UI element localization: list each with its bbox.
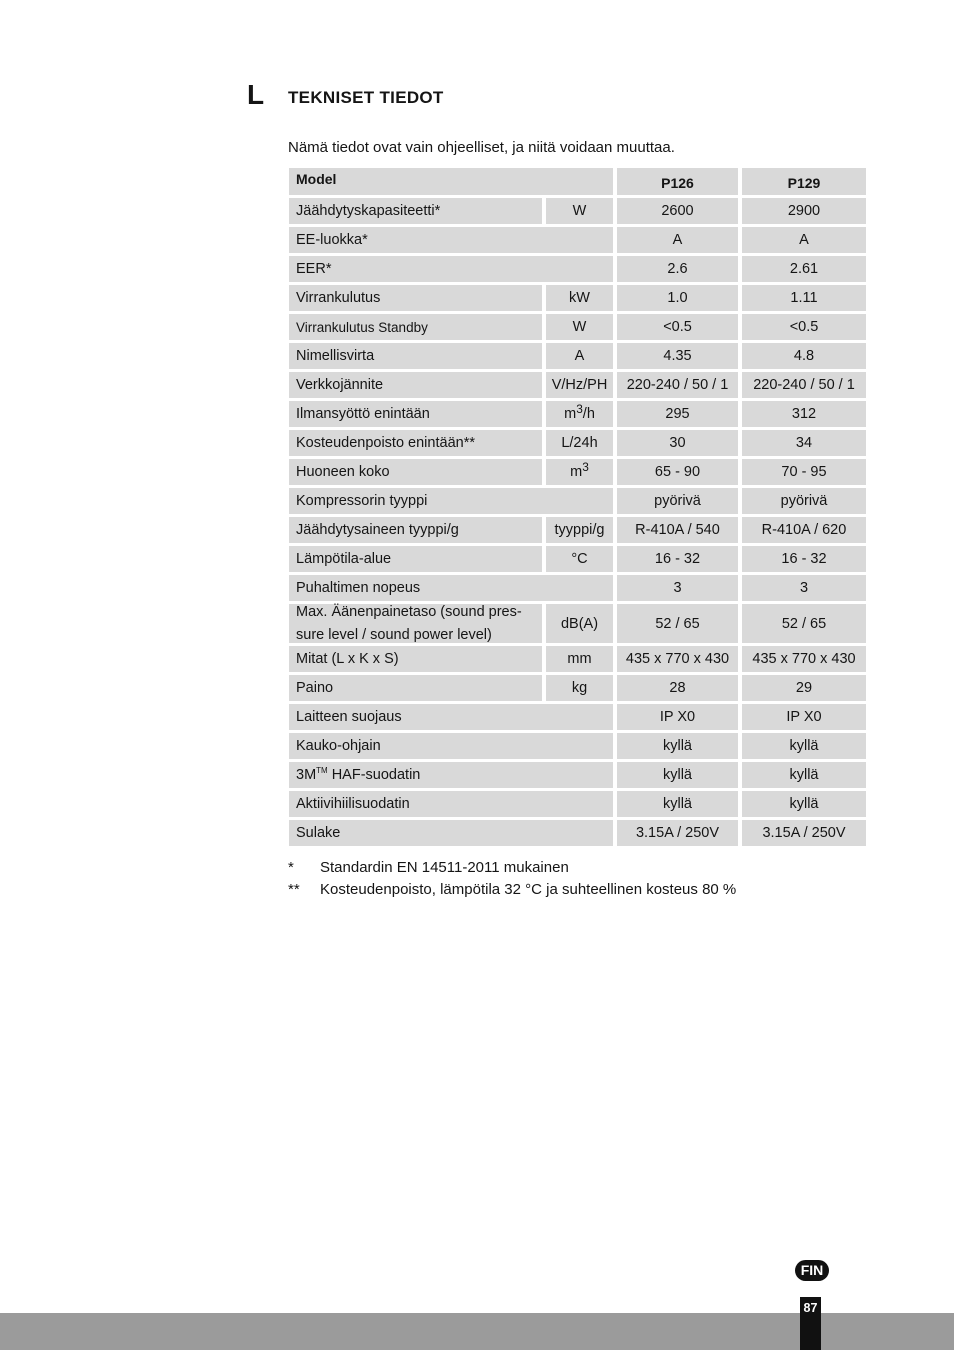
- row-label: Virrankulutus: [289, 285, 542, 311]
- value-p129: 2900: [742, 198, 866, 224]
- value-p129: IP X0: [742, 704, 866, 730]
- value-p126: IP X0: [617, 704, 738, 730]
- row-label: Ilmansyöttö enintään: [289, 401, 542, 427]
- row-label: Paino: [289, 675, 542, 701]
- language-badge: FIN: [795, 1260, 829, 1281]
- footnote-text: Kosteudenpoisto, lämpötila 32 °C ja suhteellinen kosteus 80 %: [320, 881, 737, 898]
- unit-superscript: 3: [576, 402, 583, 417]
- row-unit: A: [546, 343, 613, 369]
- row-label: Virrankulutus Standby: [289, 314, 542, 340]
- row-label: Lämpötila-alue: [289, 546, 542, 572]
- value-p129: 4.8: [742, 343, 866, 369]
- value-p129: 3: [742, 575, 866, 601]
- row-label: Kompressorin tyyppi: [289, 488, 613, 514]
- value-p129: kyllä: [742, 791, 866, 817]
- unit-base: m: [564, 406, 577, 422]
- value-p129: A: [742, 227, 866, 253]
- value-p126: 435 x 770 x 430: [617, 646, 738, 672]
- row-unit: °C: [546, 546, 613, 572]
- value-p126: R-410A / 540: [617, 517, 738, 543]
- label-base: 3M: [296, 767, 317, 783]
- row-label: EER*: [289, 256, 613, 282]
- row-unit: kg: [546, 675, 613, 701]
- row-label: Verkkojännite: [289, 372, 542, 398]
- value-p126: 3.15A / 250V: [617, 820, 738, 846]
- row-unit: W: [546, 314, 613, 340]
- row-unit: mm: [546, 646, 613, 672]
- value-p129: 312: [742, 401, 866, 427]
- row-label: Sulake: [289, 820, 613, 846]
- footnote-mark: *: [288, 859, 294, 876]
- row-unit: [546, 401, 613, 427]
- value-p129: 34: [742, 430, 866, 456]
- chapter-letter: L: [247, 79, 265, 110]
- value-p129: 1.11: [742, 285, 866, 311]
- value-p126: 4.35: [617, 343, 738, 369]
- row-unit: W: [546, 198, 613, 224]
- row-unit: dB(A): [546, 604, 613, 643]
- value-p126: 65 - 90: [617, 459, 738, 485]
- row-unit: kW: [546, 285, 613, 311]
- spec-table: [289, 168, 866, 846]
- row-label: Jäähdytysaineen tyyppi/g: [289, 517, 542, 543]
- value-p126: 2600: [617, 198, 738, 224]
- footnote-text: Standardin EN 14511-2011 mukainen: [320, 859, 569, 876]
- value-p129: kyllä: [742, 733, 866, 759]
- value-p129: 16 - 32: [742, 546, 866, 572]
- value-p126: A: [617, 227, 738, 253]
- row-label: Nimellisvirta: [289, 343, 542, 369]
- row-unit: L/24h: [546, 430, 613, 456]
- unit-base: m: [570, 464, 583, 480]
- row-unit: [546, 459, 613, 485]
- row-label: Jäähdytyskapasiteetti*: [289, 198, 542, 224]
- value-p129: pyörivä: [742, 488, 866, 514]
- model-p129-header: P129: [742, 168, 866, 195]
- value-p129: 3.15A / 250V: [742, 820, 866, 846]
- value-p126: 295: [617, 401, 738, 427]
- section-title: TEKNISET TIEDOT: [288, 88, 444, 107]
- footnote: [288, 857, 736, 879]
- row-label: Huoneen koko: [289, 459, 542, 485]
- value-p129: 29: [742, 675, 866, 701]
- label-suffix: HAF-suodatin: [327, 767, 421, 783]
- value-p129: kyllä: [742, 762, 866, 788]
- row-label: EE-luokka*: [289, 227, 613, 253]
- model-header: Model: [289, 168, 613, 195]
- row-label: Laitteen suojaus: [289, 704, 613, 730]
- row-label: [289, 604, 542, 643]
- row-label: Kosteudenpoisto enintään**: [289, 430, 542, 456]
- value-p126: 16 - 32: [617, 546, 738, 572]
- value-p126: 52 / 65: [617, 604, 738, 643]
- footnotes: [288, 857, 736, 901]
- unit-superscript: 3: [582, 460, 589, 475]
- value-p129: 435 x 770 x 430: [742, 646, 866, 672]
- value-p129: 70 - 95: [742, 459, 866, 485]
- row-label-text: [296, 767, 420, 783]
- row-label: Mitat (L x K x S): [289, 646, 542, 672]
- value-p129: 52 / 65: [742, 604, 866, 643]
- value-p126: 220-240 / 50 / 1: [617, 372, 738, 398]
- row-label: [289, 762, 613, 788]
- value-p126: 3: [617, 575, 738, 601]
- row-label: Aktiivihiilisuodatin: [289, 791, 613, 817]
- row-unit: tyyppi/g: [546, 517, 613, 543]
- value-p129: R-410A / 620: [742, 517, 866, 543]
- row-unit: V/Hz/PH: [546, 372, 613, 398]
- value-p126: kyllä: [617, 762, 738, 788]
- footnote-mark: **: [288, 881, 300, 898]
- value-p126: kyllä: [617, 791, 738, 817]
- page-number: 87: [800, 1297, 821, 1350]
- row-label-line: sure level / sound power level): [296, 626, 492, 643]
- value-p126: 28: [617, 675, 738, 701]
- unit-text: [564, 402, 595, 422]
- row-label: Kauko-ohjain: [289, 733, 613, 759]
- value-p126: kyllä: [617, 733, 738, 759]
- value-p126: <0.5: [617, 314, 738, 340]
- value-p126: 30: [617, 430, 738, 456]
- trademark-superscript: TM: [316, 766, 328, 776]
- value-p126: pyörivä: [617, 488, 738, 514]
- intro-text: Nämä tiedot ovat vain ohjeelliset, ja niitä voidaan muuttaa.: [288, 139, 675, 156]
- unit-suffix: /h: [582, 406, 595, 422]
- row-label: Puhaltimen nopeus: [289, 575, 613, 601]
- row-label-line: Max. Äänenpainetaso (sound pres-: [296, 604, 522, 620]
- value-p129: 220-240 / 50 / 1: [742, 372, 866, 398]
- footnote: [288, 879, 736, 901]
- model-p126-header: P126: [617, 168, 738, 195]
- value-p126: 1.0: [617, 285, 738, 311]
- value-p129: 2.61: [742, 256, 866, 282]
- value-p126: 2.6: [617, 256, 738, 282]
- value-p129: <0.5: [742, 314, 866, 340]
- unit-text: [570, 460, 589, 480]
